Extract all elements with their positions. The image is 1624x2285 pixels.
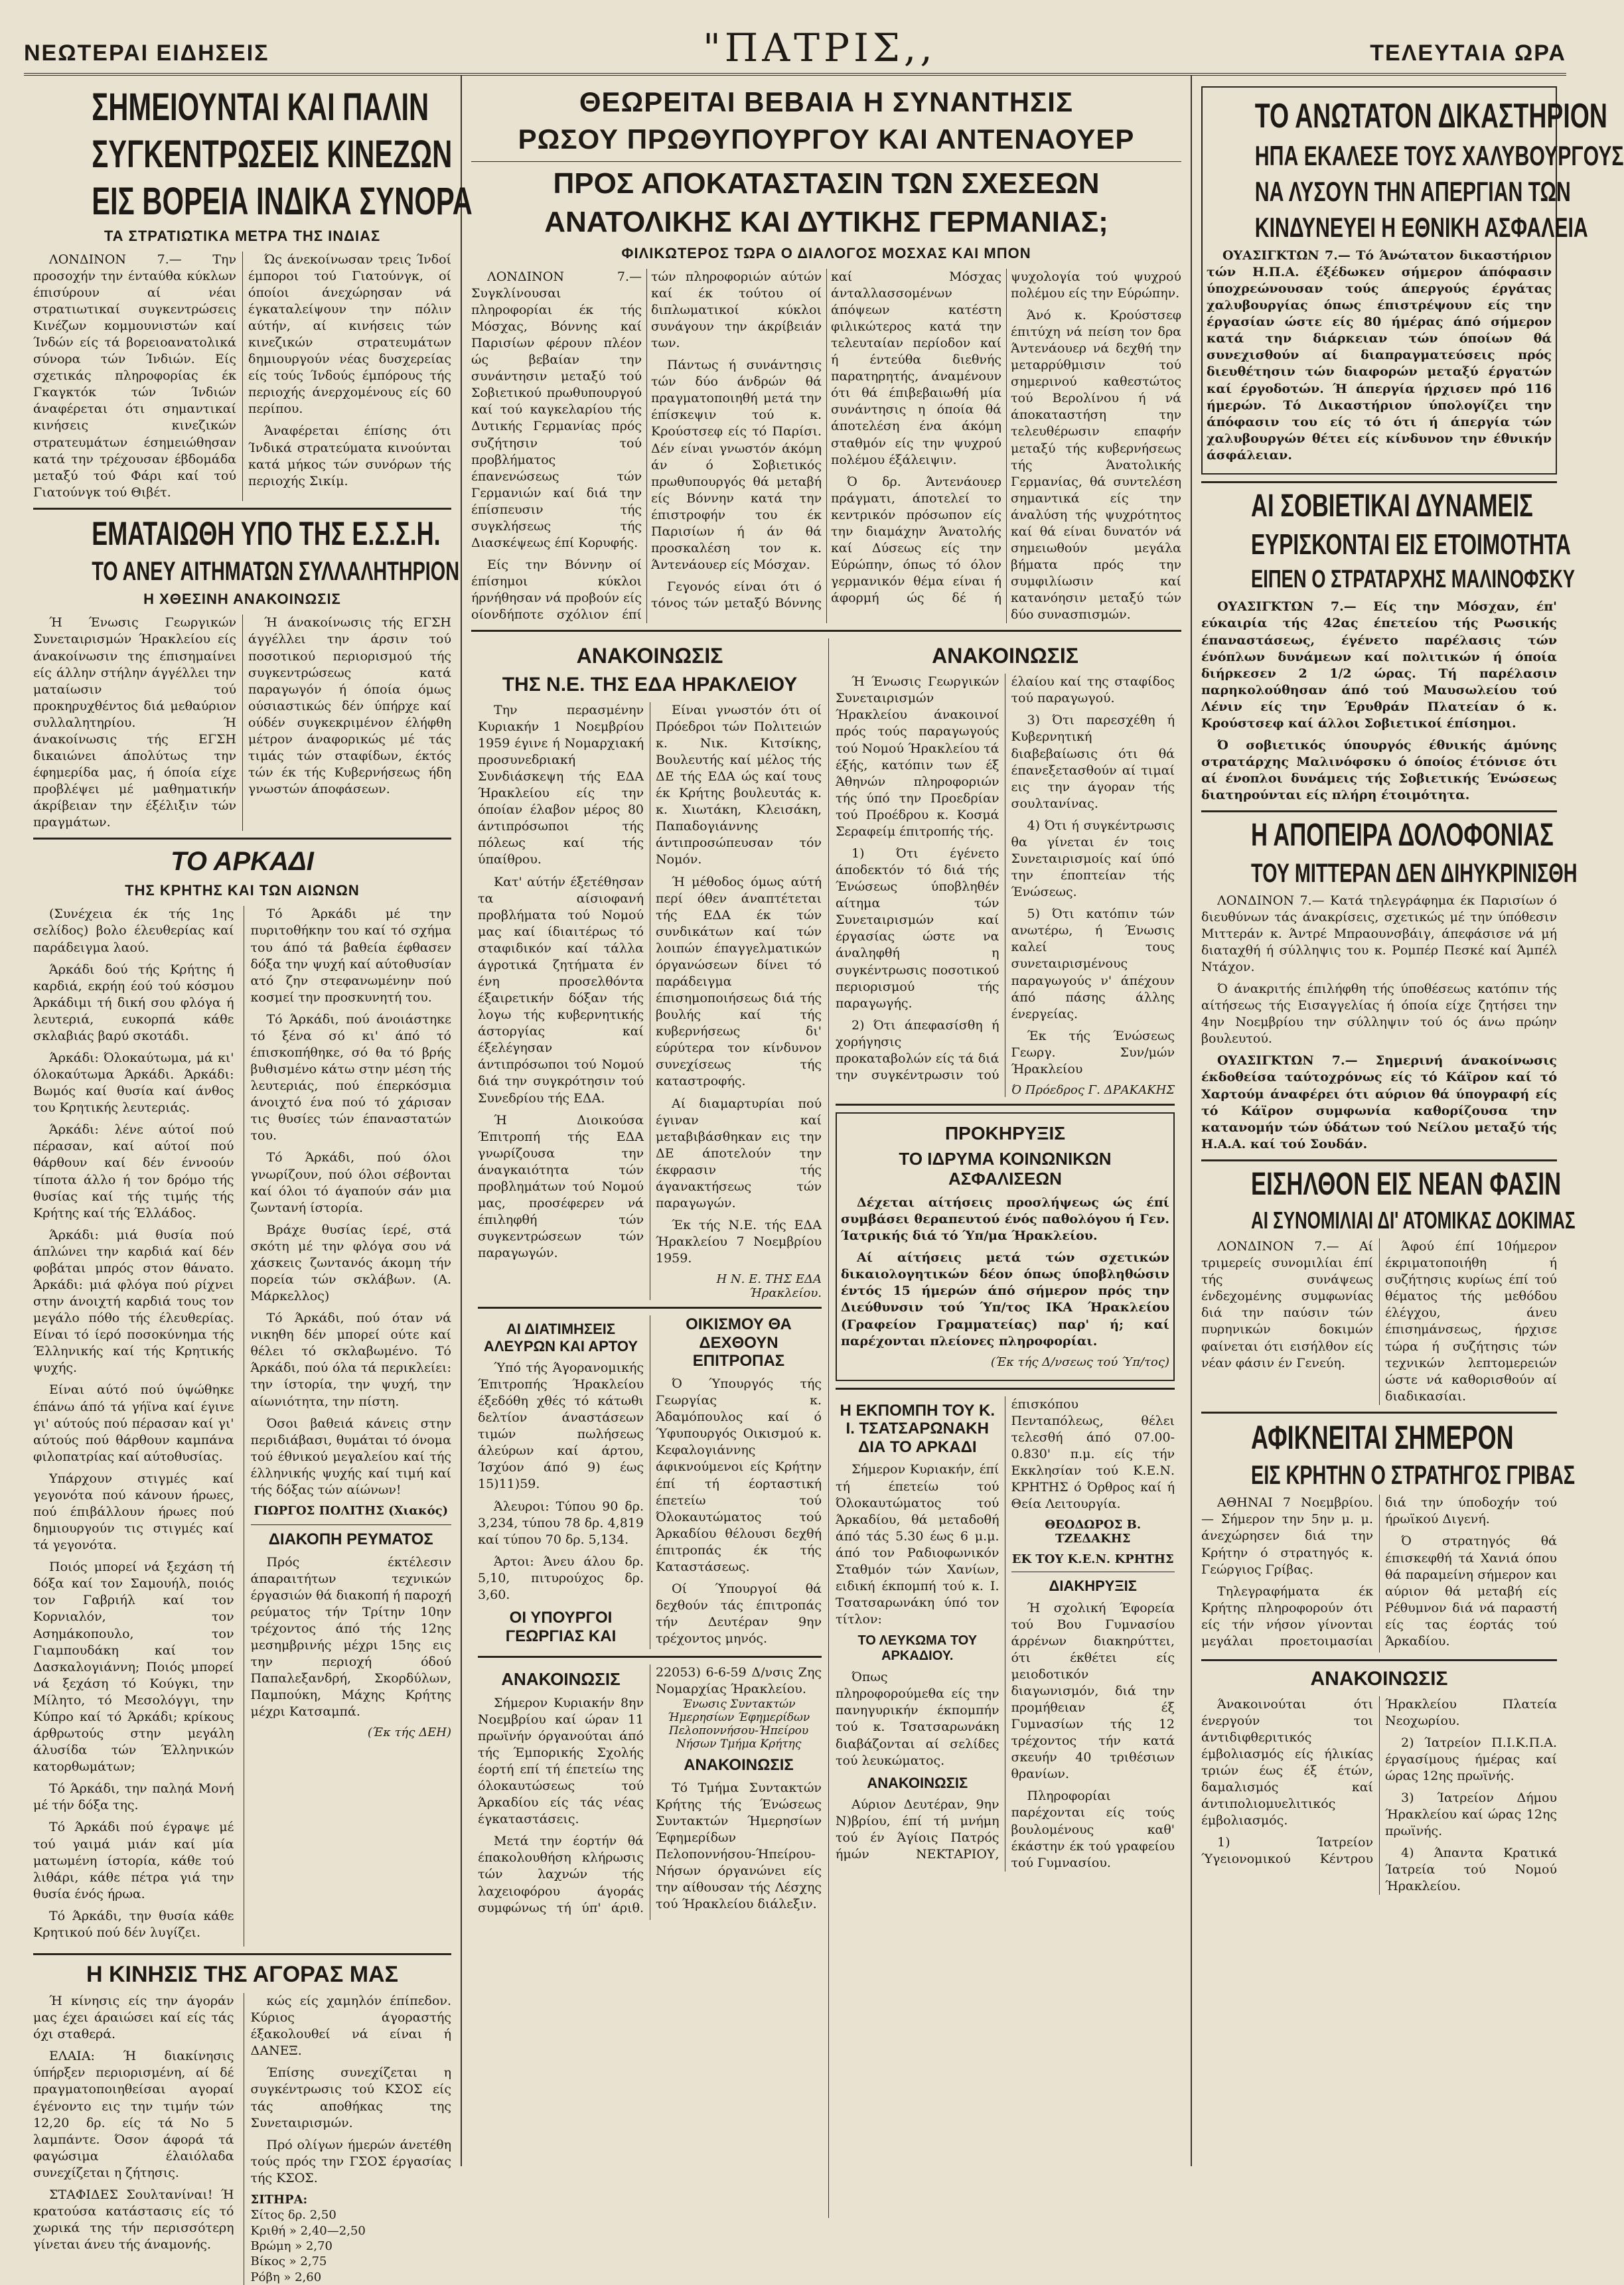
headline-line: ΝΑ ΛΥΣΟΥΝ ΤΗΝ ΑΠΕΡΓΙΑΝ ΤΩΝ [1254, 175, 1571, 207]
article-paragraph: Τό Άρκάδι, πού όταν νά νικηθη δέν μπορεί ούτε καί θέλει τό σκλαβωμένο. Τό Άρκάδι, πού όλα τά περικλείει: την ίστορία, την ψυχή, την αίωνιότητα, την πίστη. [250, 1311, 451, 1409]
article-paragraph: ΟΥΑΣΙΓΚΤΩΝ 7.— Σημερινή άνακοίνωσις έκδοθείσα ταύτοχρόνως είς τό Κάϊρον καί τό Χαρτούμ άναφέρει ότι αύριον θά ύπογραφή είς τό Κάϊρον συμφωνία καθορίζουσα την κατανομήν τών ύδάτων τού Νείλου μεταξύ τής Η.Α.Α. καί τού Σουδάν. [1201, 1053, 1557, 1151]
article-rally-cancelled [33, 514, 460, 832]
article-paragraph: Πληροφορίαι παρέχονται είς τούς βουλομένους καθ' έκάστην έκ τού γραφείου τού Γυμνασίου. [1011, 1789, 1175, 1870]
headline-line: ΕΙΣΗΛΘΟΝ ΕΙΣ ΝΕΑΝ ΦΑΣΙΝ [1251, 1166, 1562, 1202]
article-paragraph: Έκ τής Ένώσεως Γεωργ. Συν/μών Ήρακλείου [1011, 1028, 1175, 1076]
article-paragraph: Οί Ύπουργοί θά δεχθούν τάς έπιτροπάς τήν Δευτέραν 9ην τρέχοντος μηνός. [656, 1582, 822, 1647]
article-market [33, 1962, 451, 2285]
article-chinese-border [33, 86, 473, 501]
article-paragraph: Υπάρχουν στιγμές καί γεγονότα πού κάνουν ήρωες, πού έπιβάλλουν ήρωες πού δημιουργούν τις στιγμές καί τά γεγονότα. [33, 1471, 234, 1553]
article-paragraph: Κατ' αύτήν έξετέθησαν τα αίσιοφανή προβλήματα τού Νομού μας καί ίδιαιτέρως τό σταφιδικόν καί τάλλα άγροτικά ζητήματα έν ένη προσελθόντα έξαιρετικήν δόξαν τής λογω τής κυβερνητικής άστοργίας καί έξελέγησαν άντιπρόσωποι τού Νομού διά την συγκρότησιν τού Συνεδρίου τής ΕΔΑ. [478, 874, 644, 1106]
article-paragraph: Ό δρ. Άντενάουερ πράγματι, άποτελεί το κεντρικόν πρόσωπον είς την διαμάχην Άνατολής καί Δύσεως είς την Εύρώπην, όπως τό όλον γερμανικόν θέμα είναι ή άφορμή ώς δέ ή ψυχολογία τού ψυχρού πολέμου είς την Εύρώπην. [831, 269, 1181, 606]
article-paragraph: Ό Ύπουργός τής Γεωργίας κ. Άδαμόπουλος καί ό Ύφυπουργός Οικισμού κ. Κεφαλογιάννης άφικνούμενοι είς Κρήτην έπί τή έορταστική έπετείω τού Όλοκαυτώματος τού Άρκαδίου θέλουσι δεχθή έπιτροπάς έκ τής Καταστάσεως. [656, 1376, 822, 1574]
article-paragraph: Άρτοι: Άνευ άλου δρ. 5,10, πιτυρούχος δρ. 3,60. [478, 1554, 644, 1602]
article-paragraph: Σήμερον Κυριακήν, έπί τή έπετείω τού Όλοκαυτώματος τού Άρκαδίου, θά μεταδοθή άπό τάς 5.30 έως 6 μ.μ. άπό τον Ραδιοφωνικόν Σταθμόν τών Χανίων, ειδική έκπομπή τού κ. Ι. Τσατσαρωνάκη ύπό τον τίτλον: [836, 1462, 999, 1627]
article-paragraph: Άφού έπί 10ήμερον έκριματοποιήθη ή συζήτησις κυρίως έπί τού θέματος τής μεθόδου έλέγχου, άνευ έπισημάνσεως, ήρχισε τώρα ή συζήτησις τών τεχνικών λεπτομερειών ώστε νά καθορισθούν αί διαδικασίαι. [1385, 1239, 1557, 1404]
source-note: (Έκ τής Δ/νσεως τού Ύπ/τος) [990, 1355, 1169, 1369]
article-paragraph: Ό άνακριτής έπιλήφθη τής ύποθέσεως κατόπιν τής αίτήσεως τής Εισαγγελίας ή όποία είχε ζητήσει την 4ην Νοεμβρίου την σύλληψιν τού ός άνω πρώην βουλευτού. [1201, 982, 1557, 1047]
article-paragraph: ΟΥΑΣΙΓΚΤΩΝ 7.— Τό Άνώτατον δικαστήριον τών Η.Π.Α. έξέδωκεν σήμερον άπόφασιν ύποχρεώνουσαν τούς άπεργούς έργάτας χαλυβουργίας όπως έπιστρέψουν είς την έργασίαν ώστε είς 80 ήμέρας άπό σήμερον κατά την διάρκειαν τών όποίων θά συνεχισθούν αί διαπραγματεύσεις πρός διευθέτησιν τών διαφορών μεταξύ έργατών καί έργοδοτών. Ή άπεργία ήρχισεν πρό 116 ήμερών. Τό Δικαστήριον ύπολογίζει την άπόφασιν του είς τό ότι ή άπεργία τών χαλυβουργών θέτει είς κίνδυνον την έθνικήν άσφάλειαν. [1207, 248, 1552, 463]
headline-line: ΤΟΥ ΜΙΤΤΕΡΑΝ ΔΕΝ ΔΙΗΥΚΡΙΝΙΣΘΗ [1251, 858, 1578, 888]
article-paragraph: ΟΥΑΣΙΓΚΤΩΝ 7.— Είς την Μόσχαν, έπ' εύκαιρία τής 42ας έπετείου τής Ρωσικής έπαναστάσεως, έγένετο παρέλασις τών ένόπλων δυνάμεων καί πολιτικών ή όποία διήρκεσεν 2 1/2 ώρας. Τή παρέλασιν παρηκολούθησαν άπό τού Μαυσωλείου τού Λένιν είς την Έρυθράν Πλατείαν ό κ. Κρούστσεφ καί άλλοι Σοβιετικοί έπίσημοι. [1201, 599, 1557, 731]
program-title: ΤΟ ΛΕΥΚΩΜΑ ΤΟΥ ΑΡΚΑΔΙΟΥ. [857, 1633, 978, 1664]
price-row: Βρώμη » 2,70 [250, 2239, 333, 2254]
article-paragraph: (Συνέχεια έκ τής 1ης σελίδος) βολο έλευθερίας καί παράδειγμα λαού. [33, 907, 234, 955]
article-paragraph: Ποιός μπορεί νά ξεχάση τή δόξα καί τον Σαμουήλ, ποιός τον Γαβριήλ καί τον Κορνιαλόν, τον Ασημάκοπουλο, τον Γιαμπουδάκη καί τον Δασκαλογιάννη; Ποιός μπορεί νά ξεχάση τό Κούγκι, την Μίλητο, τό Μεσολόγγι, την Κύπρο καί τό Άρκάδι; κρίκους άρθρωτούς στην μεγάλη άλυσίδα τών Έλληνικών κατορθωμάτων; [33, 1560, 234, 1775]
headline-line: ΤΟ ΑΝΩΤΑΤΟΝ ΔΙΚΑΣΤΗΡΙΟΝ [1254, 97, 1607, 135]
article-paragraph: Τό Άρκάδι, πού άνοιάστηκε τό ξένα σό κι' άπό τό έπισκοπήθηκε, σό θα τό βρής βυθισμένο κάτω στην μέση τής λευτεριάς, πού έπερκόσμια άνοιχτό ένα πού τό χάρισαν τις θυσίες τών έπαναστατών του. [250, 1011, 451, 1143]
headline-line: ΣΥΓΚΕΝΤΡΩΣΕΙΣ ΚΙΝΕΖΩΝ [92, 132, 453, 176]
article-paragraph: Δέχεται αίτήσεις προσλήψεως ώς έπί συμβάσει θεραπευτού ένός παθολόγου ή Γεν. Ίατρικής διά τό Ύπ/μα Ήρακλείου. [841, 1195, 1169, 1244]
headline: ΑΙ ΔΙΑΤΙΜΗΣΕΙΣ ΑΛΕΥΡΩΝ ΚΑΙ ΑΡΤΟΥ [483, 1321, 638, 1355]
headline-line: ΡΩΣΟΥ ΠΡΩΘΥΠΟΥΡΓΟΥ ΚΑΙ ΑΝΤΕΝΑΟΥΕΡ [518, 123, 1135, 155]
headline: ΑΝΑΚΟΙΝΩΣΙΣ [1310, 1668, 1448, 1690]
left-column [24, 76, 473, 2284]
article-paragraph: Είς την Βόννην οί έπίσημοι κύκλοι ήρνήθησαν νά προβούν είς οίονδήποτε σχόλιον έπί τών πληροφοριών αύτών καί έκ τούτου οί διπλωματικοί κύκλοι συνάγουν την άκρίβειάν των. [471, 269, 822, 623]
headline: ΠΡΟΚΗΡΥΞΙΣ [944, 1123, 1066, 1144]
headline-line: ΤΟ ΑΝΕΥ ΑΙΤΗΜΑΤΩΝ ΣΥΛΛΑΛΗΤΗΡΙΟΝ [92, 557, 460, 587]
article-soviet-forces [1201, 488, 1576, 804]
article-paragraph: Ύπό τής Άγορανομικής Έπιτροπής Ήρακλείου έξεδόθη χθές τό κάτωθι δελτίον άναστάσεων τιμών πωλήσεως άλεύρων καί άρτου, Ίσχύον άπό 9) έως 15)11)59. [478, 1360, 644, 1492]
article-paragraph: Όπως πληροφορούμεθα είς την πανηγυρικήν έκπομπήν τού κ. Τσατσαρωνάκη διαβάζονται αί σελίδες τού λευκώματος. [836, 1670, 999, 1768]
article-paragraph: Άρκάδι: λένε αύτοί πού πέρασαν, καί αύτοί πού θάρθουν καί δέν έννοούν τίποτα άλλο ή τον δρόμο τής θυσίας καί τής τιμής τής Κρήτης καί τής Έλλάδος. [33, 1122, 234, 1220]
headline-line: ΗΠΑ ΕΚΑΛΕΣΕ ΤΟΥΣ ΧΑΛΥΒΟΥΡΓΟΥΣ [1254, 139, 1624, 171]
headline-line: ΑΙ ΣΥΝΟΜΙΛΙΑΙ ΔΙ' ΑΤΟΜΙΚΑΣ ΔΟΚΙΜΑΣ [1251, 1207, 1576, 1234]
price-row: Ρόβη » 2,60 [250, 2270, 322, 2284]
article-paragraph: ΛΟΝΔΙΝΟΝ 7.— Την προσοχήν την ένταύθα κύκλων έπισύρουν αί νέαι στρατιωτικαί συγκεντρώσεις Κινέζων κομμουνιστών καί Ίνδών είς τά βορειοανατολικά σύνορα τών Ίνδιών. Είς σχετικάς πληροφορίας έκ Γκαγκτόκ τών Ίνδιών άναφέρεται ότι σημαντικαί κινήσεις κινεζικών στρατευμάτων έσημειώθησαν κατά την τρέχουσαν έβδομάδα μεταξύ τού Φάρι καί τού Γιατούνγκ τού Θιβέτ. [33, 252, 236, 500]
headline-line: ΑΙ ΣΟΒΙΕΤΙΚΑΙ ΔΥΝΑΜΕΙΣ [1251, 488, 1533, 524]
headline: ΑΝΑΚΟΙΝΩΣΙΣ [576, 644, 723, 668]
center-column [462, 76, 1192, 2166]
article-paragraph: Μετά την έορτήν θά έπακολουθήση κλήρωσις τών λαχνών τής λαχειοφόρου άγοράς συμφώνως τή ύπ' άριθ. 22053) 6-6-59 Δ/νσις Ζης Νομαρχίας Ήρακλείου. [478, 1664, 822, 1915]
masthead [24, 20, 1566, 76]
byline: ΓΙΩΡΓΟΣ ΠΟΛΙΤΗΣ (Χιακός) [254, 1504, 449, 1518]
page-columns [24, 76, 1624, 2284]
headline: ΔΙΑΚΗΡΥΞΙΣ [1049, 1578, 1137, 1595]
article-paragraph: Πάντως ή συνάντησις τών δύο άνδρών θά πραγματοποιηθή μετά την έπίσκεψιν τού κ. Κρούστσεφ είς τό Παρίσι. Δέν είναι γνωστόν άκόμη άν ό Σοβιετικός πρωθυπουργός θά μεταβή είς Βόννην κατά την έπιστροφήν του έκ Παρισίων ή άν θά προσκαλέση τον κ. Άντενάουερ είς Μόσχαν. [651, 358, 822, 573]
article-paragraph: 4) Άπαντα Κρατικά Ίατρεία τού Νομού Ήρακλείου. [1385, 1846, 1557, 1894]
signature: Η Ν. Ε. ΤΗΣ ΕΔΑ Ήρακλείου. [716, 1272, 822, 1301]
headline-line: ΕΜΑΤΑΙΩΘΗ ΥΠΟ ΤΗΣ Ε.Σ.Σ.Η. [92, 514, 441, 552]
headline-line: ΕΙΠΕΝ Ο ΣΤΡΑΤΑΡΧΗΣ ΜΑΛΙΝΟΦΣΚΥ [1251, 565, 1576, 594]
article-paragraph: Άνό κ. Κρούστσεφ έπιτύχη νά πείση τον δρα Άντενάουερ νά δεχθή την μεταρρύθμισιν τού σημερινού καθεστώτος τού Βερολίνου ή νά άποκαταστήση την τελευθέρωσιν επαφήν μεταξύ τής κυβερνήσεως τής Άνατολικής Γερμανίας, θά συντελέση σημαντικά είς την άναλύση τής ψυχρότητος καί θά είναι δυνατόν νά σημειωθούν μεγάλα βήματα πρός την συμφιλίωσιν καί κατανόησιν μεταξύ τών δύο συνασπισμών. [1011, 307, 1181, 623]
article-vaccination-notice [1201, 1668, 1557, 1895]
headline-line: ΠΡΟΣ ΑΠΟΚΑΤΑΣΤΑΣΙΝ ΤΩΝ ΣΧΕΣΕΩΝ [553, 167, 1100, 200]
article-paragraph: 3) Ίατρείον Δήμου Ήρακλείου καί ώρας 12ης πρωϊνής. [1385, 1790, 1557, 1839]
headline: ΑΝΑΚΟΙΝΩΣΙΣ [684, 1755, 794, 1774]
price-row: Κριθή » 2,40—2,50 [250, 2223, 366, 2238]
article-paragraph: Ή σχολική Έφορεία τού Βου Γυμνασίου άρρένων διακηρύττει, ότι έκθέτει είς μειοδοτικόν διαγωνισμόν, διά την προμήθειαν έξ Γυμνασίων τής 12 τρέχοντος τήν κατά σκευήν 40 τριθέσιων θρανίων. [1011, 1600, 1175, 1782]
headline-line: ΑΝΑΤΟΛΙΚΗΣ ΚΑΙ ΔΥΤΙΚΗΣ ΓΕΡΜΑΝΙΑΣ; [544, 206, 1108, 239]
article-summit [471, 86, 1181, 623]
article-paragraph: Άρκάδι: Όλοκαύτωμα, μά κι' όλοκαύτωμα Άρκάδι. Άρκάδι: Βωμός καί θυσία καί άνθος του Κρητικής λευτεριάς. [33, 1050, 234, 1116]
article-paragraph: Είναι αύτό πού ύψώθηκε έπάνω άπό τά γήϊνα καί έγινε γι' αύτούς πού πέρασαν καί γι' αύτούς πού θάρθουν καμπάνα φιλοπατρίας καί αύτοθυσίας. [33, 1382, 234, 1464]
subheadline: ΤΟ ΙΔΡΥΜΑ ΚΟΙΝΩΝΙΚΩΝ ΑΣΦΑΛΙΣΕΩΝ [899, 1149, 1112, 1189]
article-paragraph: Άλευροι: Τύπου 90 δρ. 3,234, τύπου 78 δρ. 4,819 καί τύπου 70 δρ. 5,134. [478, 1499, 644, 1547]
headline-line: ΕΥΡΙΣΚΟΝΤΑΙ ΕΙΣ ΕΤΟΙΜΟΤΗΤΑ [1251, 528, 1571, 561]
article-paragraph: Τό Άρκάδι, την παληά Μονή μέ τήν δόξα της. [33, 1781, 234, 1813]
headline: ΟΙ ΥΠΟΥΡΓΟΙ ΓΕΩΡΓΙΑΣ ΚΑΙ ΟΙΚΙΣΜΟΥ ΘΑ ΔΕΧΘΟΥΝ ΕΠΙΤΡΟΠΑΣ [505, 1315, 792, 1645]
headline: ΑΝΑΚΟΙΝΩΣΙΣ [932, 644, 1078, 668]
article-paragraph: 2) Ίατρείον Π.Ι.Κ.Π.Α. έργασίμους ήμέρας καί ώρας 12ης πρωϊνής. [1385, 1735, 1557, 1783]
article-paragraph: Τηλεγραφήματα έκ Κρήτης πληροφορούν ότι είς τήν νήσον γίνονται μεγάλαι προετοιμασίαι διά την ύποδοχήν τού ήρωϊκού Διγενή. [1201, 1495, 1557, 1649]
headline-line: ΚΙΝΔΥΝΕΥΕΙ Η ΕΘΝΙΚΗ ΑΣΦΑΛΕΙΑ [1254, 211, 1588, 243]
article-paragraph: Έπίσης συνεχίζεται η συγκέντρωσις τού ΚΣΟΣ είς τάς αποθήκας της Συνεταιρισμών. [250, 2065, 451, 2130]
article-paragraph: Ή μέθοδος όμως αύτή περί όθεν άναπτέτεται τής ΕΔΑ έκ τών συνδικάτων καί τών λοιπών έπαγγελματικών όργανώσεων δίνει τό παράδειγμα έπισημοποιήσεως διά τής βουλής καί τής κυβερνήσεως δι' εύρύτερα τον κίνδυνον συνεχίσεως τής καταστροφής. [656, 874, 822, 1089]
subheadline: ΤΗΣ Ν.Ε. ΤΗΣ ΕΔΑ ΗΡΑΚΛΕΙΟΥ [502, 674, 798, 696]
article-paragraph: 1) Ότι έγένετο άποδεκτόν τό διά τής Ένώσεως ύποβληθέν αίτημα τών Συνεταιρισμών καί έργασίας ώστε να άναληφθή η συγκέντρωσις ποσοτικού περιορισμού τής παραγωγής. [836, 846, 999, 1011]
article-paragraph: Πρό ολίγων ήμερών άνετέθη τούς πρός την ΓΣΟΣ έργασίας τής ΚΣΟΣ. [250, 2137, 451, 2185]
article-paragraph: ΛΟΝΔΙΝΟΝ 7.— Κατά τηλεγράφημα έκ Παρισίων ό διευθύνων τάς άνακρίσεις, σχετικώς μέ την ύπόθεσιν Μιττεράν κ. Άντρέ Μπραουνσβάιγ, άπεφάσισε νά μή διαταχθή ή σύλληψις του κ. Ρομπέρ Πεσκέ καί Άμπέλ Ντάχον. [1201, 893, 1557, 974]
article-paragraph: Τό Άρκάδι πού έγραψε μέ τού γαιμά μιάν καί μία ματωμένη ίστορία, κάθε τού λιθάρι, κάθε πέτρα γιά την θυσία ένός ήρωα. [33, 1820, 234, 1901]
headline-line: Η ΑΠΟΠΕΙΡΑ ΔΟΛΟΦΟΝΙΑΣ [1251, 818, 1554, 853]
article-paragraph: ΕΛΑΙΑ: Ή διακίνησις ύπήρξεν περιορισμένη, αί δέ πραγματοποιηθείσαι αγοραί έγένοντο εις την τιμήν τών 12,20 δρ. είς τά Νο 5 λαμπάντε. Όσον άφορά τά φαγώσιμα έλαιόλαδα συνεχίζεται η ζήτησις. [33, 2049, 234, 2180]
headline-line: ΑΦΙΚΝΕΙΤΑΙ ΣΗΜΕΡΟΝ [1251, 1418, 1514, 1456]
article-paragraph: Αί αίτήσεις μετά τών σχετικών δικαιολογητικών δέον όπως ύποβληθώσιν έντός 15 ήμερών άπό σήμερον πρός την Διεύθυνσιν τού Ύπ/τος ΙΚΑ Ήρακλείου (Γραφείον Γραμματείας) παρ' ή; καί παρέχονται πλείονες πληροφορίαι. [841, 1250, 1169, 1349]
article-paragraph: ΑΘΗΝΑΙ 7 Νοεμβρίου.— Σήμερον την 5ην μ. μ. άνεχώρησεν διά την Κρήτην ό στρατηγός κ. Γεώργιος Γρίβας. [1201, 1495, 1373, 1577]
signature: ΘΕΟΔΩΡΟΣ Β. ΤΖΕΔΑΚΗΣ [1045, 1518, 1142, 1546]
headline: ΑΝΑΚΟΙΝΩΣΙΣ [501, 1668, 621, 1689]
article-paragraph: Γεγονός είναι ότι ό τόνος τών μεταξύ Βόννης καί Μόσχας άνταλλασσομένων άπόψεων κατέστη φιλικώτερος κατά την τελευταίαν περίοδον καί ή έντεύθα διεθνής παρατηρητής, άναμένουν ότι θά έπιβεβαιωθή μία συνάντησις η όποία θά άποτελέση ένα άκόμη σταθμόν είς την ψυχρού πολέμου έξάλειψιν. [651, 269, 1001, 611]
subheadline: ΦΙΛΙΚΩΤΕΡΟΣ ΤΩΡΑ Ο ΔΙΑΛΟΓΟΣ ΜΟΣΧΑΣ ΚΑΙ ΜΠΟΝ [621, 244, 1031, 261]
section-label-left: ΝΕΩΤΕΡΑΙ ΕΙΔΗΣΕΙΣ [24, 40, 269, 66]
article-paragraph: Τό Άρκάδι, πού όλοι γνωρίζουν, πού όλοι σέβονται καί όλοι τό άγαπούν σάν μια ζωντανή ίστορία. [250, 1150, 451, 1215]
article-paragraph: ΛΟΝΔΙΝΟΝ 7.— Συγκλίνουσαι πληροφορίαι έκ τής Μόσχας, Βόννης καί Παρισίων φέρουν πλέον ώς βεβαίαν την συνάντησιν μεταξύ τού Σοβιετικού πρωθυπουργού καί τού καγκελαρίου τής Δυτικής Γερμανίας πρός συζήτησιν τού προβλήματος έπανενώσεως τών Γερμανιών καί διά την έπίσπευσιν τής συγκλήσεως τής Διασκέψεως έπί Κορυφής. [471, 269, 642, 551]
article-paragraph: Ό στρατηγός θά έπισκεφθή τά Χανιά όπου θά παραμείνη σήμερον και αύριον θά μεταβή είς Ρέθυμνον διά νά παραστή είς τας έορτάς τού Άρκαδίου. [1385, 1534, 1557, 1649]
headline-line: ΕΙΣ ΚΡΗΤΗΝ Ο ΣΤΡΑΤΗΓΟΣ ΓΡΙΒΑΣ [1251, 1461, 1576, 1491]
article-arkadi [33, 846, 451, 1947]
headline: ΔΙΑΚΟΠΗ ΡΕΥΜΑΤΟΣ [268, 1530, 433, 1549]
article-mitterrand [1201, 818, 1578, 1153]
article-paragraph: Βράχε θυσίας ίερέ, στά σκότη μέ την φλόγα σου νά χάσκεις ζωντανός άκομη τήν πορεία τών σκλάβων. (Α. Μάρκελλος) [250, 1222, 451, 1304]
section-label-right: ΤΕΛΕΥΤΑΙΑ ΩΡΑ [1370, 40, 1566, 66]
article-supreme-court [1201, 86, 1624, 475]
organization-name: ΕΚ ΤΟΥ Κ.Ε.Ν. ΚΡΗΤΗΣ [1011, 1552, 1174, 1567]
price-row: Βίκος » 2,75 [250, 2254, 327, 2269]
subheadline: ΤΑ ΣΤΡΑΤΙΩΤΙΚΑ ΜΕΤΡΑ ΤΗΣ ΙΝΔΙΑΣ [104, 227, 381, 244]
article-atomic-talks [1201, 1166, 1576, 1405]
article-paragraph: Ή άνακοίνωσις τής ΕΓΣΗ άγγέλλει την άρσιν τού ποσοτικού περιορισμού τής συγκεντρώσεως κατά παραγωγόν ή όποία όμως ούσιαστικώς δέν ύπήρχε καί ούδέν συγκεκριμένον έλήφθη μέτρον άναφορικώς μέ τάς τιμάς τών σταφίδων, έκτός τών έκ τής Κυβερνήσεως ήδη γνωστών άποφάσεων. [248, 615, 451, 797]
headline: ΤΟ ΑΡΚΑΔΙ [171, 847, 314, 877]
right-column [1192, 76, 1624, 2166]
price-row: Σίτος δρ. 2,50 [250, 2208, 336, 2223]
article-grivas [1201, 1418, 1576, 1653]
article-paragraph: Τό Τμήμα Συντακτών Κρήτης τής Ένώσεως Συντακτών Ήμερησίων Έφημερίδων Πελοποννήσου-Ήπείρου-Νήσων όργανώνει είς την αίθουσαν τής Λέσχης τού Ήρακλείου διάλεξιν. [656, 1780, 822, 1912]
article-paragraph: Ό σοβιετικός ύπουργός έθνικής άμύνης στρατάρχης Μαλινόφσκυ ό όποίος έτόνισε ότι αί ένοπλοι δυνάμεις τής Σοβιετικής Ένώσεως διατηρούνται είς πλήρη έτοιμότητα. [1201, 737, 1557, 803]
article-paragraph: Είναι γνωστόν ότι οί Πρόεδροι τών Πολιτειών κ. Νικ. Κιτσίκης, Βουλευτής καί μέλος τής ΔΕ τής ΕΔΑ ώς καί τους έκ Κρήτης βουλευτάς κ. κ. Χιωτάκη, Κλεισάκη, Παπαδογιάννης άντιπροσώπευσαν τόν Νομόν. [656, 702, 822, 867]
newspaper-title: "ΠΑΤΡΙΣ,, [703, 25, 936, 70]
article-paragraph: Ή Ένωσις Γεωργικών Συνεταιρισμών Ήρακλείου είς άνακοίνωσιν της έπισημαίνει είς άλλην στήλην άγγέλλει την ματαίωσιν τού προκηρυχθέντος διά μεθαύριον συλλαλητηρίου. Ή άνακοίνωσις τής ΕΓΣΗ δικαιώνει άπολύτως την έφημερίδα μας, ή όποία είχε προβλέψει μέ μαθηματικήν άκρίβειαν την έξέλιξιν τών πραγμάτων. [33, 615, 236, 830]
headline-line: ΣΗΜΕΙΟΥΝΤΑΙ ΚΑΙ ΠΑΛΙΝ [92, 86, 429, 129]
article-paragraph: Ή κίνησις είς την άγοράν μας έχει άραιώσει καί είς τάς όχι σταθερά. [33, 1994, 234, 2042]
article-paragraph: κώς είς χαμηλόν έπίπεδον. Κύριος άγοραστής έξακολουθεί νά είναι ή ΔΑΝΕΞ. [250, 1994, 451, 2059]
article-paragraph: ΛΟΝΔΙΝΟΝ 7.— Αί τριμερείς συνομιλίαι έπί τής συνάψεως ένδεχομένης συμφωνίας διά την παύσιν τών πυρηνικών δοκιμών φαίνεται ότι εισήλθον είς νέαν φάσιν έν Γενεύη. [1201, 1239, 1373, 1370]
article-paragraph: 4) Ότι ή συγκέντρωσις θα γίνεται έν τοις Συνεταιρισμοίς καί ύπό την έποπτείαν τής Ένώσεως. [1011, 818, 1175, 900]
notice-box [836, 1112, 1175, 1381]
article-paragraph: Σήμερον Κυριακήν 8ην Νοεμβρίου καί ώραν 11 πρωϊνήν όργανούται άπό τής Έμπορικής Σχολής έορτή επί τή έπετείω της όλοκαυτώσεως τού Άρκαδίου είς τάς νέας έγκαταστάσεις. [478, 1695, 644, 1827]
article-paragraph: Άναφέρεται έπίσης ότι Ίνδικά στρατεύματα κινούνται κατά μήκος τών συνόρων τής περιοχής Σικίμ. [248, 423, 451, 488]
article-paragraph: Έκ τής Ν.Ε. τής ΕΔΑ Ήρακλείου 7 Νοεμβρίου 1959. [656, 1218, 822, 1266]
article-paragraph: Την περασμένην Κυριακήν 1 Νοεμβρίου 1959 έγινε ή Νομαρχιακή προσυνεδριακή Συνδιάσκεψη τής ΕΔΑ Ήρακλείου είς την όποίαν έλαβον μέρος 80 άντιπρόσωποι τής πόλεως καί τής ύπαίθρου. [478, 702, 644, 867]
article-paragraph: Τό Άρκάδι μέ την πυριτοθήκην του καί τό σχήμα του άπό τά βαθεία έφθασεν δόξα την ψυχή καί αύτοθυσίαν ατό ζην στεφανωμένην πού κοσμεί την προσκυνητή του. [250, 907, 451, 1005]
article-paragraph: 3) Ότι παρεσχέθη ή Κυβερνητική διαβεβαίωσις ότι θά έπανεξετασθούν αί τιμαί εις την άγοραν τής σουλτανίνας. [1011, 713, 1175, 811]
subheadline: ΤΗΣ ΚΡΗΤΗΣ ΚΑΙ ΤΩΝ ΑΙΩΝΩΝ [125, 882, 360, 899]
article-paragraph: Τό Άρκάδι, την θυσία κάθε Κρητικού πού δέν λυγίζει. [33, 1908, 234, 1940]
article-paragraph: Ή Ένωσις Γεωργικών Συνεταιρισμών Ήρακλείου άνακοινοί πρός τούς παραγωγούς τού Νομού Ήρακλείου τά έξής, κατόπιν των έξ Άθηνών πληροφοριών τής ύπό την Προεδρίαν τού Προέδρου κ. Κοσμά Σεραφείμ έπιτροπής τής. [836, 674, 999, 839]
article-paragraph: Όσοι βαθειά κάνεις στην περιδιάβασι, θυμάται τό όνομα τού έθνικού μεγαλείου καί τής έλληνικής ψυχής καί τιμή καί τής δόξας τών αίώνων! [250, 1416, 451, 1497]
headline: Η ΕΚΠΟΜΠΗ ΤΟΥ Κ. Ι. ΤΣΑΤΣΑΡΩΝΑΚΗ ΔΙΑ ΤΟ ΑΡΚΑΔΙ [840, 1401, 996, 1456]
headline: ΑΝΑΚΟΙΝΩΣΙΣ [867, 1774, 968, 1791]
article-paragraph: Ώς άνεκοίνωσαν τρεις Ίνδοί έμποροι τού Γιατούνγκ, οί όποίοι άνεχώρησαν νά έγκαταλείψουν την πόλιν αύτήν, αί κινήσεις τών κινεζικών στρατευμάτων δημιουργούν νέας δυσχερείας είς τούς Ίνδούς έμπόρους τής περιοχής άνερχομένους είς 60 περίπου. [248, 252, 451, 417]
headline: Η ΚΙΝΗΣΙΣ ΤΗΣ ΑΓΟΡΑΣ ΜΑΣ [86, 1961, 398, 1987]
article-paragraph: 1) Ίατρείον Ύγειονομικού Κέντρου Ήρακλείου Πλατεία Νεοχωρίου. [1201, 1696, 1557, 1867]
article-paragraph: Ή Διοικούσα Έπιτροπή τής ΕΔΑ γνωρίζουσα την άναγκαιότητα τών προβλημάτων τού Νομού μας, προσέφερεν νά έπιληφθή τών συγκεντρώσεων τών παραγωγών. [478, 1112, 644, 1261]
article-paragraph: Αί διαμαρτυρίαι πού έγιναν καί μεταβιβάσθηκαν εις την ΔΕ άποτελούν την έκφρασιν τής άγανακτήσεως τών παραγωγών. [656, 1096, 822, 1211]
subheadline: Η ΧΘΕΣΙΝΗ ΑΝΑΚΟΙΝΩΣΙΣ [143, 591, 341, 608]
source-note: (Έκ τής ΔΕΗ) [367, 1726, 451, 1740]
article-paragraph: Πρός έκτέλεσιν άπαραιτήτων τεχνικών έργασιών θά διακοπή ή παροχή ρεύματος τήν Τρίτην 10ην τρέχοντος άπό τής 12ης μεσημβρινής μέχρι 15ης εις την περιοχή όδού Παπαλεξανδρή, Σκορδύλων, Παμπούκη, Μάχης Κρήτης μέχρι Κατσαμπά. [250, 1554, 451, 1720]
article-paragraph: Αύριον Δευτέραν, 9ην Ν)βρίου, έπί τή μνήμη τού έν Άγίοις Πατρός ήμών ΝΕΚΤΑΡΙΟΥ, έπισκόπου Πενταπόλεως, θέλει τελεσθή άπό 07.00-0.830' π.μ. είς τήν Εκκλησίαν τού Κ.Ε.Ν. ΚΡΗΤΗΣ ό Όρθρος καί ή Θεία Λειτουργία. [836, 1396, 1175, 1862]
article-paragraph: 2) Ότι άπεφασίσθη ή χορήγησις προκαταβολών είς τά διά την συγκέντρωσιν τού έλαίου καί της σταφίδος τού παραγωγού. [836, 674, 1175, 1083]
article-paragraph: 5) Ότι κατόπιν τών ανωτέρω, ή Ένωσις καλεί τους συνεταιρισμένους παραγωγούς ν' άπέχουν άπό πάσης άλλης ένεργείας. [1011, 907, 1175, 1021]
article-paragraph: Άρκάδι δού τής Κρήτης ή καρδιά, εκρήη έού τού κόσμου Άρκάδιμι τή δική σου φλόγα ή λευτεριά, ευκορπά κάθε σκλαβιάς βαρύ σκοτάδι. [33, 962, 234, 1043]
article-paragraph: ΣΤΑΦΙΔΕΣ Σουλτανίναι! Ή κρατούσα κατάστασις είς τό χωρικά της τήν περισσότερη γίνεται άνευ τής άναμονής. [33, 2187, 234, 2252]
article-paragraph: Άνακοινούται ότι ένεργούν τοι άντιδιφθεριτικός έμβολιασμός είς ήλικίας τριών έως έξ έτών, δαμαλισμός καί άντιπολιομυελιτικός έμβολιασμός. [1201, 1696, 1373, 1828]
headline-line: ΘΕΩΡΕΙΤΑΙ ΒΕΒΑΙΑ Η ΣΥΝΑΝΤΗΣΙΣ [579, 86, 1074, 117]
signature: Ό Πρόεδρος Γ. ΔΡΑΚΑΚΗΣ [1011, 1083, 1175, 1098]
article-paragraph: Άρκάδι: μιά θυσία πού άπλώνει την καρδιά καί δέν φοβάται μπρός στον θάνατο. Άρκάδι: μιά φλόγα πού ρίχνει στην άνοιχτή καρδιά τους τον μεγάλο πόθο τής έλευθερίας. Είναι τό ίερό ποσοκύνημα τής Έλληνικής καί τής Κρητικής ψυχής. [33, 1227, 234, 1376]
headline-line: ΕΙΣ ΒΟΡΕΙΑ ΙΝΔΙΚΑ ΣΥΝΟΡΑ [92, 179, 473, 223]
organization-name: Ένωσις Συντακτών Ήμερησίων Έφημερίδων Πελοποννήσου-Ήπείρου Νήσων Τμήμα Κρήτης [667, 1697, 810, 1751]
price-list-title: ΣΙΤΗΡΑ: [250, 2192, 308, 2207]
